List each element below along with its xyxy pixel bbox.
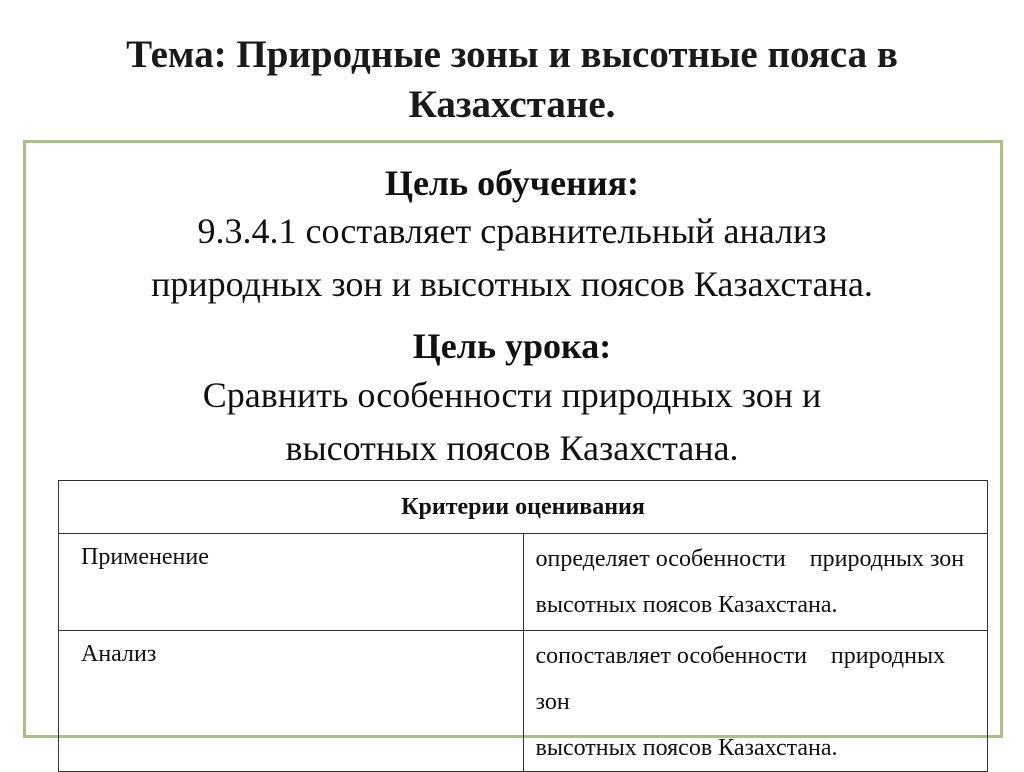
table-row	[59, 631, 988, 772]
learning-goal-heading: Цель обучения:	[384, 163, 640, 203]
criteria-header-row	[59, 481, 988, 534]
lesson-goal-line-2: высотных поясов Казахстана.	[285, 428, 739, 468]
learning-goal-line-2: природных зон и высотных поясов Казахстана.	[151, 264, 873, 304]
criteria-table	[58, 480, 988, 772]
criteria-description-line-1: сопоставляет особенности природных зон	[535, 643, 952, 715]
title-line-1: Тема: Природные зоны и высотные пояса в	[126, 33, 898, 76]
title-line-2: Казахстане.	[408, 83, 616, 126]
criteria-description-line-2: высотных поясов Казахстана.	[535, 592, 838, 618]
criteria-category: Анализ	[59, 631, 524, 772]
criteria-description-line-2: высотных поясов Казахстана.	[535, 735, 838, 761]
slide-title	[40, 30, 984, 130]
lesson-goal-heading: Цель урока:	[412, 326, 612, 366]
learning-goal-line-1: 9.3.4.1 составляет сравнительный анализ	[197, 211, 827, 251]
criteria-description-line-1: определяет особенности природных зон	[535, 546, 965, 572]
criteria-description	[523, 631, 988, 772]
table-row	[59, 534, 988, 631]
criteria-category: Применение	[59, 534, 524, 631]
criteria-description	[523, 534, 988, 631]
criteria-header: Критерии оценивания	[59, 481, 988, 534]
lesson-goal-line-1: Сравнить особенности природных зон и	[202, 375, 822, 415]
